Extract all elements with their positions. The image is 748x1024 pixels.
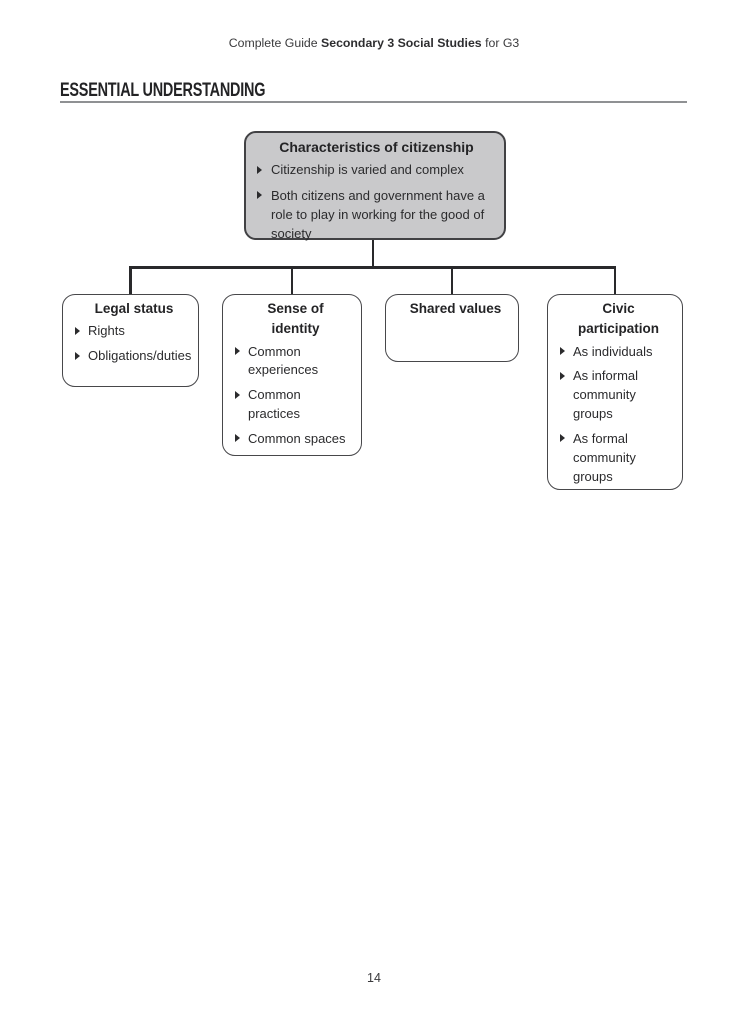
bullet-triangle-icon (235, 347, 240, 355)
box-title: Civic participation (577, 301, 659, 337)
bullet-text: Obligations/​duties (88, 348, 192, 364)
bullet-text: As informal community groups (573, 368, 639, 422)
bullet-list (560, 343, 677, 487)
bullet-text: As formal community groups (573, 430, 636, 484)
connector-drop-legal-status (129, 266, 132, 294)
bullet-text: Common practices (248, 387, 301, 422)
bullet-item (235, 386, 356, 424)
bullet-triangle-icon (235, 391, 240, 399)
child-box-shared-values (385, 294, 519, 362)
bullet-item (560, 367, 677, 424)
bullet-item (75, 347, 193, 366)
section-title-rule (60, 101, 687, 103)
bullet-item (257, 161, 496, 180)
bullet-triangle-icon (560, 347, 565, 355)
bullet-triangle-icon (257, 166, 262, 174)
page-header (0, 36, 748, 50)
connector-root-stem (372, 240, 375, 267)
bullet-item (560, 343, 677, 362)
bullet-text: Citizenship is varied and complex (271, 162, 464, 177)
bullet-list (75, 322, 193, 366)
bullet-item (75, 322, 193, 341)
box-title: Sense of identity (267, 301, 324, 337)
root-box-bullet-list (257, 161, 496, 243)
bullet-triangle-icon (257, 191, 262, 199)
box-title: Legal status (94, 301, 174, 316)
bullet-triangle-icon (75, 352, 80, 360)
bullet-list (235, 343, 356, 449)
bullet-item (235, 430, 356, 449)
page-number: 14 (367, 971, 381, 985)
bullet-text: Common spaces (248, 430, 346, 446)
child-box-legal-status (62, 294, 199, 387)
section-title: ESSENTIAL UNDERSTANDING (60, 79, 266, 101)
child-box-civic-participation (547, 294, 683, 490)
header-text-suffix: for G3 (485, 36, 520, 50)
bullet-text: Both citizens and government have a role to play in working for the good of society (271, 187, 485, 241)
bullet-text: As individuals (573, 343, 653, 359)
box-title: Shared values (409, 301, 502, 316)
connector-drop-shared-values (451, 266, 454, 294)
root-box-title: Characteristics of citizenship (279, 139, 474, 155)
connector-drop-sense-of-identity (291, 266, 294, 294)
bullet-item (560, 430, 677, 487)
connector-drop-civic-participation (614, 266, 617, 294)
header-text-prefix: Complete Guide (228, 36, 318, 50)
bullet-triangle-icon (560, 372, 565, 380)
bullet-triangle-icon (560, 434, 565, 442)
bullet-text: Common experiences (248, 343, 319, 378)
connector-horizontal-bar (129, 266, 616, 269)
bullet-triangle-icon (75, 327, 80, 335)
bullet-text: Rights (88, 323, 125, 339)
bullet-item (257, 187, 496, 244)
root-box-characteristics-of-citizenship (244, 131, 506, 240)
bullet-triangle-icon (235, 434, 240, 442)
bullet-item (235, 343, 356, 381)
header-text-bold: Secondary 3 Social Studies (321, 36, 482, 50)
child-box-sense-of-identity (222, 294, 362, 456)
